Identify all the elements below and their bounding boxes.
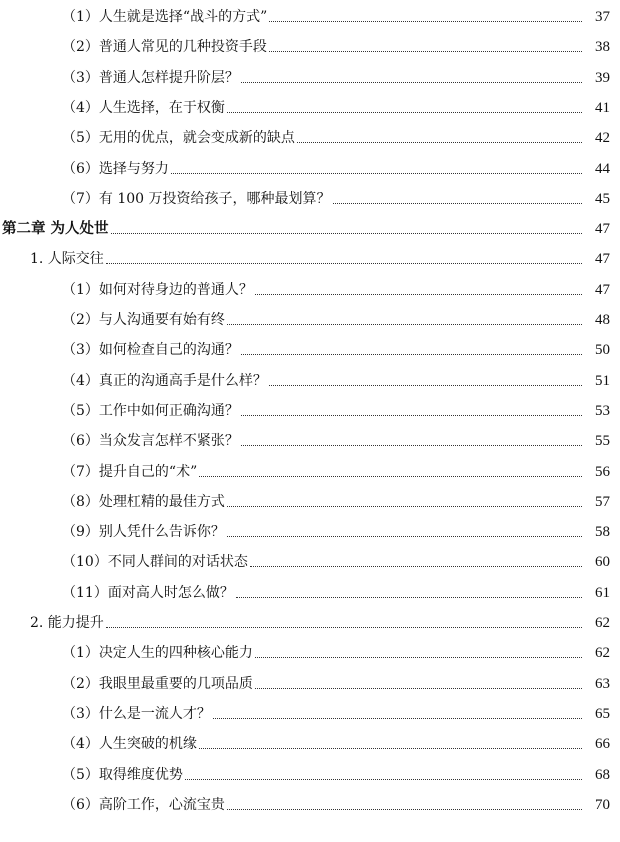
toc-entry-title: （9）别人凭什么告诉你？ (62, 524, 225, 541)
toc-page-number: 61 (595, 584, 610, 601)
dot-leader (227, 808, 582, 810)
toc-page-number: 65 (595, 705, 610, 722)
toc-entry-title: （5）无用的优点，就会变成新的缺点 (62, 130, 295, 147)
dot-leader (241, 444, 582, 446)
toc-entry-item[interactable] (0, 65, 620, 87)
toc-entry-title: （3）如何检查自己的沟通？ (62, 342, 239, 359)
toc-entry-item[interactable] (0, 337, 620, 359)
toc-page-number: 48 (595, 312, 610, 328)
toc-entry-item[interactable] (0, 640, 620, 662)
toc-page-number: 42 (595, 130, 610, 147)
toc-entry-title: （2）与人沟通要有始有终 (62, 312, 225, 328)
toc-page-number: 41 (595, 99, 610, 116)
toc-entry-title: （5）取得维度优势 (62, 766, 183, 783)
dot-leader (227, 323, 582, 325)
dot-leader (241, 353, 582, 355)
dot-leader (241, 414, 582, 416)
toc-entry-item[interactable] (0, 398, 620, 420)
toc-entry-section[interactable] (0, 246, 620, 268)
dot-leader (199, 747, 582, 749)
dot-leader (333, 202, 582, 204)
dot-leader (227, 111, 582, 113)
toc-entry-title: （8）处理杠精的最佳方式 (62, 493, 225, 510)
toc-entry-title: （4）人生突破的机缘 (62, 736, 197, 753)
dot-leader (111, 232, 582, 234)
toc-entry-title: （4）人生选择，在于权衡 (62, 99, 225, 116)
dot-leader (255, 687, 582, 689)
toc-page-number: 62 (595, 615, 610, 631)
dot-leader (269, 50, 582, 52)
toc-page-number: 55 (595, 433, 610, 450)
toc-page-number: 47 (595, 281, 610, 298)
toc-entry-title: （6）高阶工作，心流宝贵 (62, 796, 225, 813)
toc-page-number: 45 (595, 190, 610, 207)
dot-leader (269, 384, 582, 386)
toc-page-number: 57 (595, 493, 610, 510)
toc-entry-item[interactable] (0, 792, 620, 814)
toc-entry-item[interactable] (0, 519, 620, 541)
toc-page-number: 70 (595, 796, 610, 813)
toc-entry-title: （6）当众发言怎样不紧张？ (62, 433, 239, 450)
toc-entry-title: （7）提升自己的“术” (62, 463, 198, 480)
dot-leader (185, 778, 582, 780)
toc-entry-item[interactable] (0, 762, 620, 784)
dot-leader (236, 596, 582, 598)
toc-entry-title: （3）什么是一流人才？ (62, 705, 211, 722)
dot-leader (297, 141, 582, 143)
toc-page-number: 62 (595, 645, 610, 662)
toc-entry-item[interactable] (0, 428, 620, 450)
toc-page-number: 63 (595, 675, 610, 692)
toc-page-number: 47 (595, 251, 610, 268)
dot-leader (227, 505, 582, 507)
toc-page-number: 66 (595, 736, 610, 753)
toc-page-number: 47 (595, 221, 610, 238)
toc-page-number: 56 (595, 463, 610, 480)
toc-entry-item[interactable] (0, 731, 620, 753)
dot-leader (241, 81, 582, 83)
toc-entry-title: （1）人生就是选择“战斗的方式” (62, 9, 268, 25)
dot-leader (255, 293, 582, 295)
toc-entry-item[interactable] (0, 549, 620, 571)
dot-leader (106, 262, 582, 264)
toc-page-number: 50 (595, 342, 610, 359)
toc-page-number: 58 (595, 524, 610, 541)
toc-entry-title: （10）不同人群间的对话状态 (62, 554, 248, 571)
toc-page-number: 68 (595, 766, 610, 783)
toc-entry-title: （5）工作中如何正确沟通？ (62, 402, 239, 419)
toc-page-number: 60 (595, 554, 610, 571)
toc-entry-item[interactable] (0, 4, 620, 26)
toc-entry-title: （4）真正的沟通高手是什么样？ (62, 372, 267, 389)
dot-leader (171, 172, 582, 174)
dot-leader (255, 656, 582, 658)
toc-entry-title: （1）决定人生的四种核心能力 (62, 645, 253, 662)
toc-entry-item[interactable] (0, 459, 620, 481)
toc-entry-item[interactable] (0, 368, 620, 390)
toc-entry-title: （3）普通人怎样提升阶层？ (62, 69, 239, 86)
dot-leader (106, 626, 582, 628)
toc-entry-item[interactable] (0, 671, 620, 693)
toc-entry-chapter[interactable] (0, 216, 620, 238)
toc-entry-item[interactable] (0, 489, 620, 511)
toc-entry-item[interactable] (0, 580, 620, 602)
toc-entry-title: （2）我眼里最重要的几项品质 (62, 675, 253, 692)
toc-page-number: 38 (595, 39, 610, 56)
dot-leader (199, 475, 582, 477)
dot-leader (269, 20, 582, 22)
toc-entry-title: 2. 能力提升 (30, 615, 104, 631)
toc-entry-title: （11）面对高人时怎么做？ (62, 584, 234, 601)
toc-entry-item[interactable] (0, 307, 620, 329)
dot-leader (227, 535, 582, 537)
toc-entry-item[interactable] (0, 95, 620, 117)
dot-leader (250, 565, 582, 567)
toc-entry-item[interactable] (0, 186, 620, 208)
toc-entry-item[interactable] (0, 277, 620, 299)
toc-page-number: 37 (595, 9, 610, 25)
toc-entry-section[interactable] (0, 610, 620, 632)
toc-entry-item[interactable] (0, 701, 620, 723)
toc-page-number: 44 (595, 160, 610, 177)
toc-page-number: 39 (595, 69, 610, 86)
toc-entry-title: （7）有 100 万投资给孩子，哪种最划算？ (62, 190, 331, 207)
toc-entry-item[interactable] (0, 156, 620, 178)
toc-entry-title: 1. 人际交往 (30, 251, 104, 268)
toc-entry-item[interactable] (0, 125, 620, 147)
toc-entry-title: 第二章 为人处世 (2, 221, 109, 238)
toc-entry-title: （2）普通人常见的几种投资手段 (62, 39, 267, 56)
toc-entry-item[interactable] (0, 34, 620, 56)
toc-entry-title: （1）如何对待身边的普通人？ (62, 281, 253, 298)
toc-entry-title: （6）选择与努力 (62, 160, 169, 177)
toc-page-number: 51 (595, 372, 610, 389)
toc-page-number: 53 (595, 402, 610, 419)
dot-leader (213, 717, 582, 719)
